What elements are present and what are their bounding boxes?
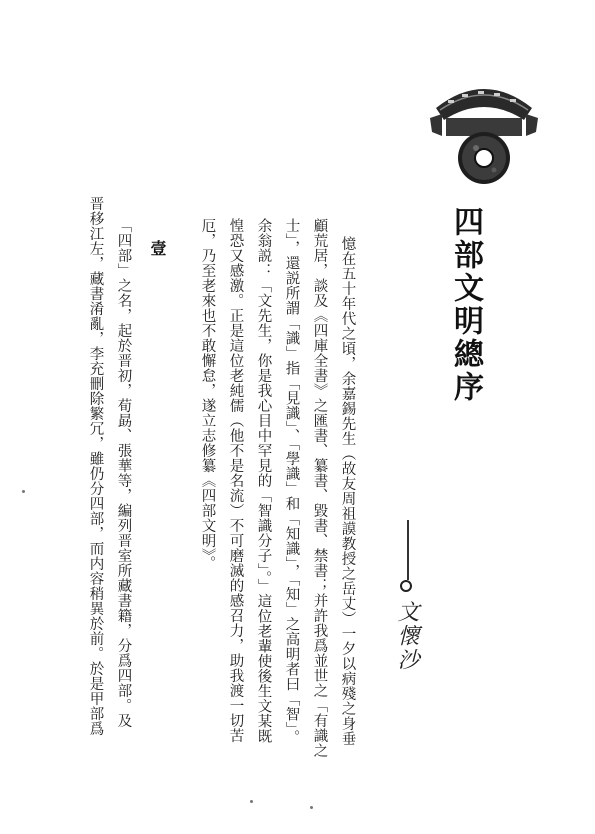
page-title: 四部文明總序 — [448, 206, 483, 404]
signature-circle-icon — [400, 580, 412, 592]
text-column: 厄，乃至老來也不敢懈怠，遂立志修纂《四部文明》。 — [199, 218, 216, 571]
bronze-coin-ornament — [428, 78, 540, 186]
text-column: 顧荒居，談及《四庫全書》之匯書、纂書、毀書、禁書；并許我爲並世之「有識之 — [311, 218, 328, 758]
text-column: 惶恐又感激。正是這位老純儒（他不是名流）不可磨滅的感召力，助我渡一切苦 — [227, 218, 244, 743]
scan-speck — [22, 490, 25, 493]
scan-speck — [310, 806, 313, 809]
text-column: 余翁説：「文先生，你是我心目中罕見的「智識分子」。」這位老輩使後生文某既 — [255, 218, 272, 744]
text-column: 晋移江左，藏書淆亂，李充刪除繁冗，雖仍分四部，而内容稍異於前。於是甲部爲 — [87, 196, 104, 736]
text-column: 憶在五十年代之頃，余嘉錫先生（故友周祖謨教授之岳丈）一夕以病殘之身垂 — [339, 236, 356, 746]
signature-rule — [407, 520, 409, 580]
section-heading: 壹 — [148, 240, 167, 256]
author-signature: 文懷沙 — [394, 600, 419, 672]
text-column: 士」，還説所謂「識」指「見識」、「學識」和「知識」，「知」之高明者曰「智」。 — [283, 218, 300, 745]
scan-speck — [250, 800, 253, 803]
text-column: 「四部」之名，起於晋初，荀勗、張華等，編列晋室所藏書籍，分爲四部。及 — [115, 218, 132, 728]
